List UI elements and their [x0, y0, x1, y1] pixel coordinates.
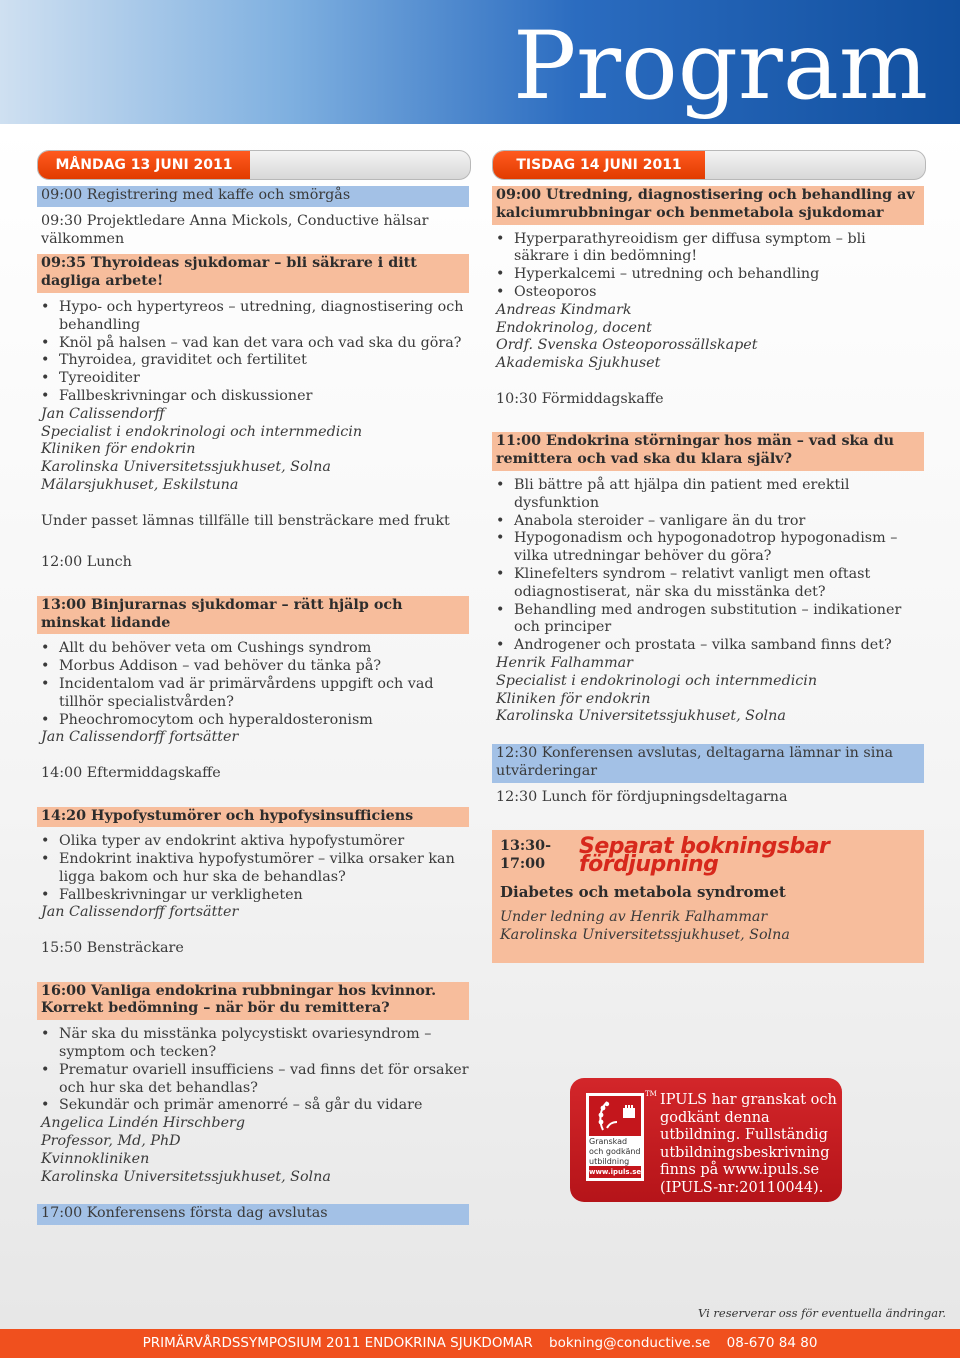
reservation-note: Vi reserverar oss för eventuella ändringar. [698, 1306, 946, 1320]
spacer [37, 1186, 469, 1204]
topic-list-item: • Prematur ovariell insufficiens – vad finns det för orsaker och hur ska det behandlas? [59, 1062, 469, 1098]
speaker-line: Karolinska Universitetssjukhuset, Solna [41, 459, 331, 476]
spacer [37, 578, 469, 596]
booking-line: Karolinska Universitetssjukhuset, Solna [500, 927, 790, 944]
ipuls-approval-text: IPULS har granskat och godkänt denna utbildning. Fullständig utbildningsbeskrivning finns på www.ipuls.se (IPULS-nr:20110044). [660, 1092, 837, 1196]
schedule-item: 12:30 Lunch för fördjupningsdeltagarna [496, 788, 788, 805]
topic-list [37, 299, 469, 406]
session-title: 16:00 Vanliga endokrina rubbningar hos kvinnor. Korrekt bedömning – när bör du remittera? [37, 982, 469, 1021]
speaker-line: Jan Calissendorff fortsätter [41, 904, 239, 921]
tab-monday-label: MÅNDAG 13 JUNI 2011 [38, 151, 250, 179]
spacer [492, 373, 924, 391]
speaker-line: Karolinska Universitetssjukhuset, Solna [496, 708, 786, 725]
session-title: 13:00 Binjurarnas sjukdomar – rätt hjälp och minskat lidande [37, 596, 469, 635]
speaker-info [37, 1115, 469, 1186]
booking-header [496, 834, 920, 877]
topic-list [37, 640, 469, 729]
schedule-item: 10:30 Förmiddagskaffe [496, 390, 664, 407]
session-highlight-blue: 09:00 Registrering med kaffe och smörgås [37, 186, 469, 207]
schedule-item: 09:30 Projektledare Anna Mickols, Conductive hälsar välkommen [41, 212, 429, 247]
topic-list-item: • Androgener och prostata – vilka samband finns det? [514, 637, 924, 655]
speaker-line: Jan Calissendorff [41, 405, 165, 422]
topic-list-item: • Thyroidea, graviditet och fertilitet [59, 352, 469, 370]
speaker-line: Andreas Kindmark [496, 301, 632, 318]
tab-tuesday-label: TISDAG 14 JUNI 2011 [493, 151, 705, 179]
spacer [37, 747, 469, 765]
topic-list-item: • Hypogonadism och hypogonadotrop hypogonadism – vilka utredningar behöver du göra? [514, 530, 924, 566]
speaker-line: Endokrinolog, docent [496, 319, 652, 336]
session-highlight-blue: 17:00 Konferensens första dag avslutas [37, 1204, 469, 1225]
laurel-icon [589, 1096, 641, 1136]
topic-list-item: • Hypo- och hypertyreos – utredning, diagnostisering och behandling [59, 299, 469, 335]
session-title: 09:35 Thyroideas sjukdomar – bli säkrare i ditt dagliga arbete! [37, 254, 469, 293]
topic-list-item: • Tyreoiditer [59, 370, 469, 388]
topic-list-item: • När ska du misstänka polycystiskt ovariesyndrom – symptom och tecken? [59, 1026, 469, 1062]
spacer [37, 536, 469, 554]
topic-list [492, 477, 924, 655]
spacer [492, 812, 924, 830]
booking-tagline: Separat bokningsbar fördjupning [579, 834, 830, 877]
schedule-item: 15:50 Bensträckare [41, 940, 184, 957]
topic-list-item: • Hyperkalcemi – utredning och behandling [514, 266, 924, 284]
topic-list-item: • Anabola steroider – vanligare än du tror [514, 513, 924, 531]
topic-list-item: • Osteoporos [514, 284, 924, 302]
tab-tuesday[interactable] [492, 150, 926, 180]
topic-list [492, 231, 924, 302]
spacer [492, 726, 924, 744]
session-highlight-blue: 12:30 Konferensen avslutas, deltagarna lämnar in sina utvärderingar [492, 744, 924, 783]
footer-phone: 08-670 84 80 [726, 1335, 818, 1351]
topic-list-item: • Bli bättre på att hjälpa din patient med erektil dysfunktion [514, 477, 924, 513]
speaker-line: Akademiska Sjukhuset [496, 355, 661, 372]
topic-list-item: • Incidentalom vad är primärvårdens uppgift och vad tillhör specialistvården? [59, 676, 469, 712]
schedule-item: 14:00 Eftermiddagskaffe [41, 764, 221, 781]
schedule-item: 12:00 Lunch [41, 554, 132, 571]
speaker-line: Jan Calissendorff fortsätter [41, 729, 239, 746]
speaker-line: Mälarsjukhuset, Eskilstuna [41, 476, 239, 493]
speaker-line: Professor, Md, PhD [41, 1133, 181, 1150]
topic-list-item: • Sekundär och primär amenorré – så går du vidare [59, 1097, 469, 1115]
schedule-item: Under passet lämnas tillfälle till bensträckare med frukt [41, 512, 450, 529]
session-title: 14:20 Hypofystumörer och hypofysinsufficiens [37, 807, 469, 828]
speaker-info [37, 406, 469, 495]
spacer [492, 415, 924, 433]
speaker-line: Kliniken för endokrin [496, 690, 651, 707]
header-band [0, 0, 960, 124]
topic-list [37, 1026, 469, 1115]
booking-leader-info [496, 909, 920, 945]
speaker-line: Kliniken för endokrin [41, 441, 196, 458]
session-title: 11:00 Endokrina störningar hos män – vad ska du remittera och vad ska du klara själv? [492, 432, 924, 471]
speaker-line: Specialist i endokrinologi och internmedicin [41, 423, 363, 440]
speaker-info [37, 904, 469, 922]
topic-list-item: • Klinefelters syndrom – relativt vanligt men oftast odiagnostiserat, när ska du misstänka det? [514, 566, 924, 602]
topic-list-item: • Morbus Addison – vad behöver du tänka på? [59, 658, 469, 676]
tuesday-program [492, 186, 924, 963]
spacer [37, 964, 469, 982]
footer-event: PRIMÄRVÅRDSSYMPOSIUM 2011 ENDOKRINA SJUKDOMAR [142, 1335, 533, 1351]
booking-line: Under ledning av Henrik Falhammar [500, 909, 768, 926]
speaker-info [37, 729, 469, 747]
spacer [37, 789, 469, 807]
topic-list-item: • Allt du behöver veta om Cushings syndrom [59, 640, 469, 658]
monday-program [37, 186, 469, 1231]
speaker-line: Henrik Falhammar [496, 654, 633, 671]
booking-time: 13:30-17:00 [500, 838, 552, 872]
speaker-info [492, 655, 924, 726]
speaker-line: Angelica Lindén Hirschberg [41, 1115, 246, 1132]
topic-list-item: • Knöl på halsen – vad kan det vara och vad ska du göra? [59, 335, 469, 353]
tab-monday[interactable] [37, 150, 471, 180]
booking-title: Diabetes och metabola syndromet [500, 882, 786, 901]
speaker-line: Ordf. Svenska Osteoporossällskapet [496, 337, 758, 354]
topic-list-item: • Fallbeskrivningar och diskussioner [59, 388, 469, 406]
topic-list-item: • Pheochromocytom och hyperaldosteronism [59, 712, 469, 730]
session-title: 09:00 Utredning, diagnostisering och behandling av kalciumrubbningar och benmetabola sjukdomar [492, 186, 924, 225]
speaker-info [492, 302, 924, 373]
topic-list [37, 833, 469, 904]
trademark-mark: TM [645, 1090, 657, 1098]
topic-list-item: • Endokrint inaktiva hypofystumörer – vilka orsaker kan ligga bakom och hur ska de behandlas? [59, 851, 469, 887]
page-title: Program [512, 12, 928, 121]
ipuls-seal-logo [586, 1093, 644, 1181]
speaker-line: Kvinnokliniken [41, 1150, 150, 1167]
seal-url: www.ipuls.se [589, 1168, 642, 1176]
spacer [37, 495, 469, 513]
seal-text: Granskad och godkänd utbildning [589, 1137, 641, 1166]
topic-list-item: • Fallbeskrivningar ur verkligheten [59, 887, 469, 905]
spacer [37, 922, 469, 940]
topic-list-item: • Olika typer av endokrint aktiva hypofystumörer [59, 833, 469, 851]
speaker-line: Specialist i endokrinologi och internmedicin [496, 672, 818, 689]
topic-list-item: • Hyperparathyreoidism ger diffusa symptom – bli säkrare i din bedömning! [514, 231, 924, 267]
separate-booking-box [492, 830, 924, 963]
footer-bar [0, 1329, 960, 1358]
speaker-line: Karolinska Universitetssjukhuset, Solna [41, 1168, 331, 1185]
footer-email[interactable]: bokning@conductive.se [549, 1335, 711, 1351]
topic-list-item: • Behandling med androgen substitution – indikationer och principer [514, 602, 924, 638]
